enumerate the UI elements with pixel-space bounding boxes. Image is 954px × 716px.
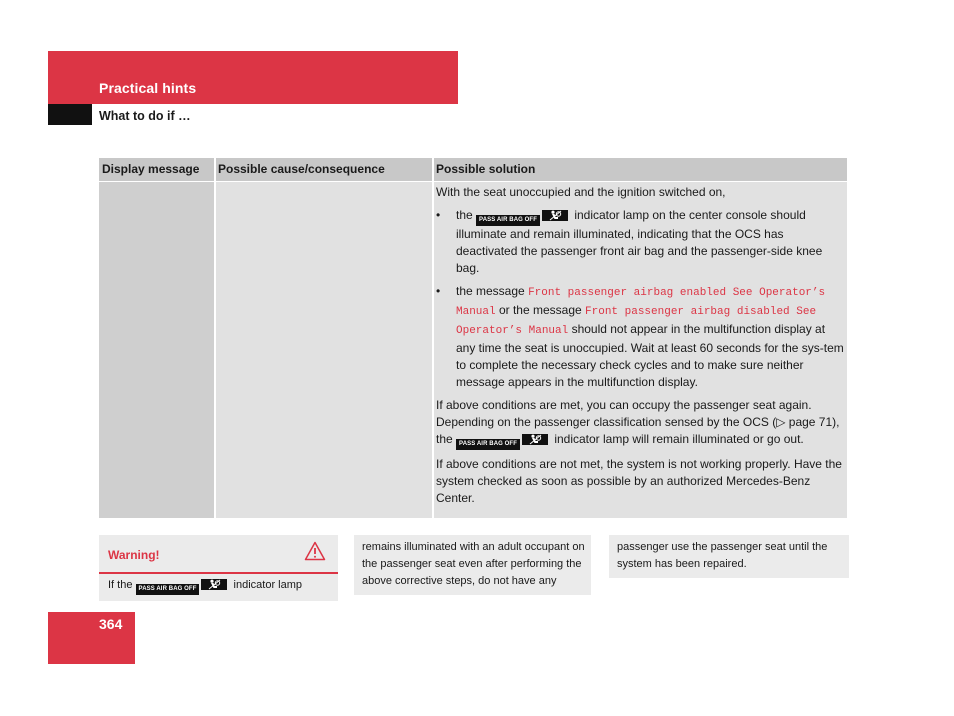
bullet-text: the <box>456 208 473 222</box>
display-message-cell <box>99 182 214 518</box>
display-message-enabled: Front passenger airbag enabled See Operator’s Manual <box>456 287 826 318</box>
solution-intro: With the seat unoccupied and the ignition switched on, <box>436 185 726 199</box>
bullet-text: the message <box>456 284 525 298</box>
bullet-text: should not appear in the multifunction display at any time the seat is unoccupied. Wait at least 60 seconds for the sys-tem to complete the necessary check cycles and to make sure neither message appears in the multifunction display. <box>456 322 844 389</box>
list-item: • the PASS AIR BAG OFF indicator lamp on the center console should illuminate and remain illuminated, indicating that the OCS has deactivated the passenger front air bag and the passenger-side knee bag. <box>436 208 823 275</box>
warning-box <box>99 535 338 601</box>
warning-continued-column <box>354 535 591 595</box>
table-header-row <box>99 158 847 182</box>
warning-triangle-icon <box>304 541 326 566</box>
airbag-off-lamp-icon <box>542 210 568 221</box>
section-header-bar <box>48 51 458 104</box>
paragraph-text: indicator lamp will remain illuminated or go out. <box>554 432 804 446</box>
warning-continued-text: remains illuminated with an adult occupant on the passenger seat even after performing the above corrective steps, do not have any <box>362 541 585 587</box>
warning-continued-column <box>609 535 849 578</box>
column-divider <box>214 158 216 518</box>
list-item: • the message Front passenger airbag enabled See Operator’s Manual or the message Front passenger airbag disabled See Operator’s Manual should not appear in the multifunction display at any time the seat is unoccupied. Wait at least 60 seconds for the sys-tem to complete the necessary check cycles and to make sure neither message appears in the multifunction display. <box>436 284 844 389</box>
airbag-off-lamp-label: PASS AIR BAG OFF <box>476 215 540 226</box>
paragraph-text: If above conditions are met, you can occupy the passenger seat again. Depending on the passenger classification sensed by the OCS (▷ page 71), the <box>436 398 840 446</box>
airbag-off-lamp-icon <box>522 434 548 445</box>
solution-paragraph: If above conditions are not met, the system is not working properly. Have the system checked as soon as possible by an authorized Mercedes-Benz Center. <box>436 457 842 505</box>
page-number: 364 <box>99 616 123 632</box>
section-title: Practical hints <box>99 80 197 96</box>
column-header-cause: Possible cause/consequence <box>218 162 385 176</box>
troubleshooting-table <box>99 158 847 518</box>
bullet-text: or the message <box>498 303 582 317</box>
airbag-off-lamp-label: PASS AIR BAG OFF <box>136 584 200 595</box>
solution-cell <box>436 184 844 513</box>
subsection-marker <box>48 104 92 125</box>
solution-paragraph <box>436 397 844 450</box>
column-header-display-message: Display message <box>102 162 200 176</box>
warning-continued-text: passenger use the passenger seat until the system has been repaired. <box>617 541 828 570</box>
airbag-off-lamp-label: PASS AIR BAG OFF <box>456 439 520 450</box>
subsection-title: What to do if … <box>99 109 191 123</box>
column-header-solution: Possible solution <box>436 162 536 176</box>
display-message-disabled: Front passenger airbag disabled See Operator’s Manual <box>456 306 817 337</box>
column-divider <box>432 158 434 518</box>
bullet-text: indicator lamp on the center console should illuminate and remain illuminated, indicating that the OCS has deactivated the passenger front air bag and the passenger-side knee bag. <box>456 208 823 275</box>
airbag-off-lamp-icon <box>201 579 227 590</box>
warning-header <box>99 535 338 574</box>
warning-text: If the PASS AIR BAG OFF indicator lamp <box>108 579 302 595</box>
warning-title: Warning! <box>108 548 160 562</box>
